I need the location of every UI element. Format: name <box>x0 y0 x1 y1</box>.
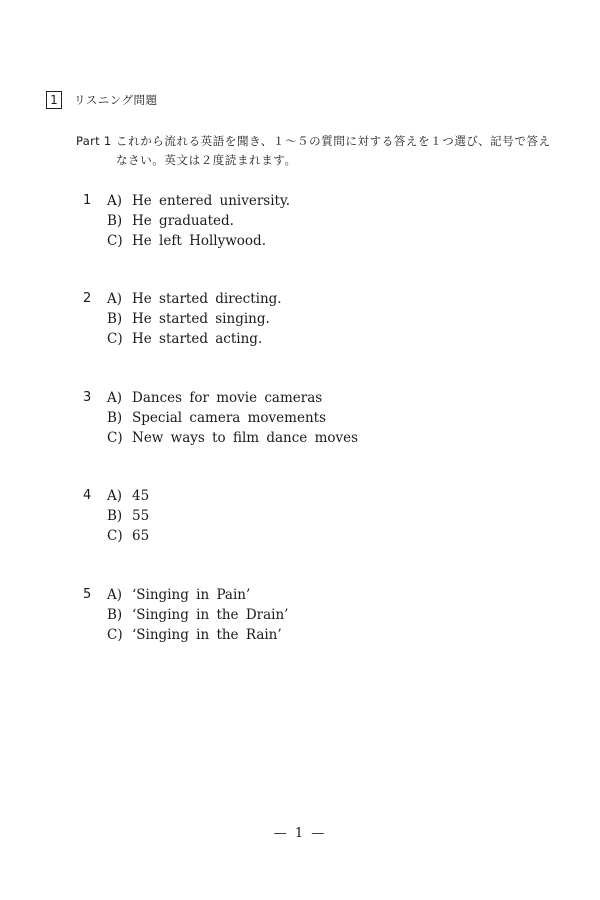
option-c <box>107 428 358 448</box>
option-a <box>107 388 322 408</box>
question-number: 5 <box>83 587 92 602</box>
question-number: 2 <box>83 291 92 306</box>
option-letter: C) <box>107 430 123 446</box>
option-b <box>107 309 270 329</box>
option-letter: B) <box>107 213 123 229</box>
option-b <box>107 211 234 231</box>
part-instruction-text: これから流れる英語を聞き、１～５の質問に対する答えを１つ選び、記号で答えなさい。英文は２度読まれます。 <box>116 134 551 167</box>
option-letter: B) <box>107 508 123 524</box>
option-text: ‘Singing in Pain’ <box>132 587 251 603</box>
option-text: He started directing. <box>132 291 282 307</box>
option-text: He started singing. <box>132 311 270 327</box>
option-letter: C) <box>107 331 123 347</box>
option-text: He entered university. <box>132 193 291 209</box>
option-letter: C) <box>107 528 123 544</box>
option-c <box>107 231 266 251</box>
option-letter: B) <box>107 311 123 327</box>
option-a <box>107 289 282 309</box>
option-letter: C) <box>107 627 123 643</box>
option-text: 65 <box>132 528 150 544</box>
option-text: New ways to film dance moves <box>132 430 359 446</box>
option-b <box>107 408 326 428</box>
question-number: 1 <box>83 193 92 208</box>
option-letter: A) <box>107 390 123 406</box>
option-text: Dances for movie cameras <box>132 390 323 406</box>
question-number: 4 <box>83 488 92 503</box>
option-c <box>107 329 262 349</box>
option-c <box>107 526 149 546</box>
option-text: ‘Singing in the Rain’ <box>132 627 282 643</box>
section-title: リスニング問題 <box>74 93 158 107</box>
section-number-box: 1 <box>46 91 62 109</box>
option-letter: A) <box>107 291 123 307</box>
option-text: He left Hollywood. <box>132 233 266 249</box>
section-header <box>46 91 158 109</box>
option-c <box>107 625 282 645</box>
option-text: 55 <box>132 508 150 524</box>
option-letter: B) <box>107 607 123 623</box>
option-letter: A) <box>107 587 123 603</box>
option-b <box>107 605 288 625</box>
option-letter: C) <box>107 233 123 249</box>
option-a <box>107 191 290 211</box>
option-text: 45 <box>132 488 150 504</box>
option-text: Special camera movements <box>132 410 326 426</box>
option-b <box>107 506 149 526</box>
option-text: ‘Singing in the Drain’ <box>132 607 289 623</box>
option-letter: A) <box>107 488 123 504</box>
question-number: 3 <box>83 390 92 405</box>
option-text: He started acting. <box>132 331 263 347</box>
option-a <box>107 585 250 605</box>
option-letter: A) <box>107 193 123 209</box>
part-label: Part 1 <box>76 134 112 148</box>
page-number: — 1 — <box>273 826 327 841</box>
option-a <box>107 486 149 506</box>
option-letter: B) <box>107 410 123 426</box>
option-text: He graduated. <box>132 213 234 229</box>
